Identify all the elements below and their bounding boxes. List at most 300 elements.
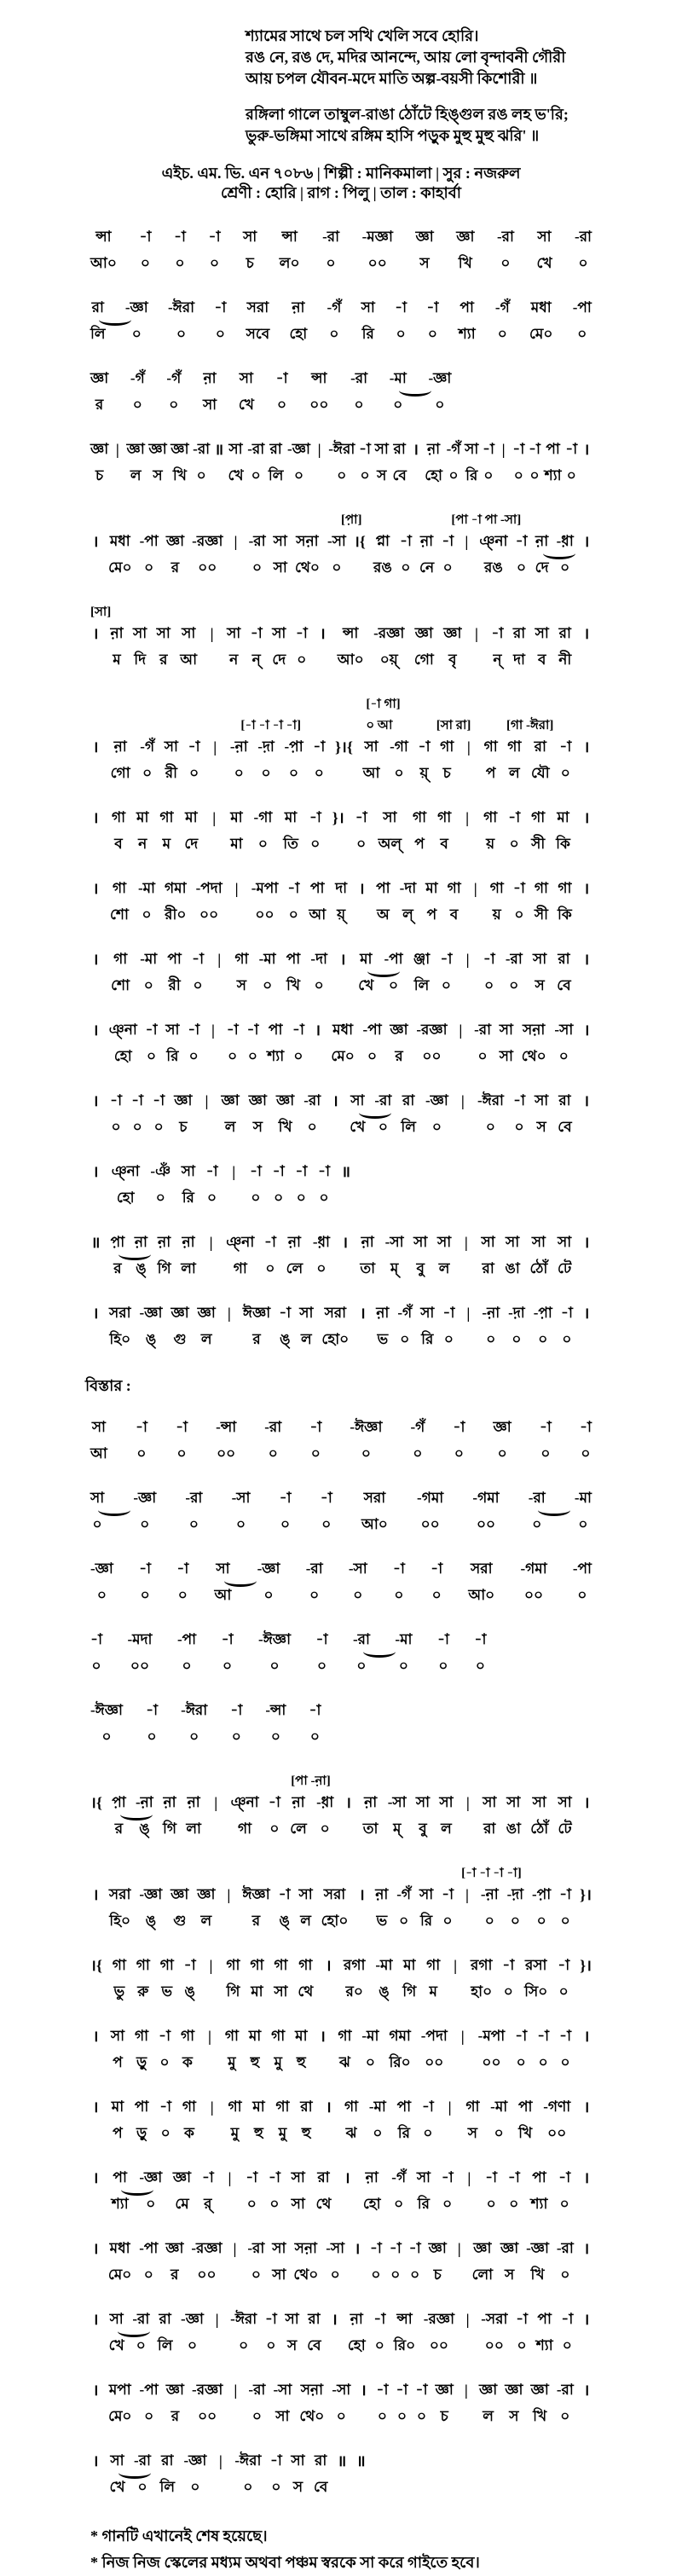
note-cell (558, 1955, 569, 2002)
lyric-token: শ্যা (267, 1048, 285, 1064)
note-token: -া (558, 1957, 570, 1973)
bar-glyph: । (92, 625, 99, 642)
note-cell (181, 1232, 196, 1279)
note-cell (448, 878, 461, 925)
lyric-token: থে০ (293, 2266, 319, 2283)
lyric-token: ০ (293, 1048, 303, 1064)
bar-glyph: | (501, 441, 506, 458)
bar-line (581, 2380, 592, 2427)
note-token: -া (313, 738, 326, 755)
note-cell (531, 808, 545, 854)
note-cell (90, 1488, 104, 1535)
lyric-token: ০ (280, 1516, 291, 1532)
note-token: -া (159, 2028, 171, 2044)
song-line-3: আয় চপল যৌবন-মদে মাতি অল্প-বয়সী কিশোরী ॥ (246, 70, 538, 87)
measure-row (90, 2238, 592, 2285)
note-token: সরা (246, 299, 269, 315)
note-token: -সা (273, 2382, 292, 2398)
note-token: -া (246, 1022, 259, 1038)
note-token: -া (442, 1886, 454, 1902)
note-cell (174, 227, 186, 274)
lyric-token: ০ (131, 326, 142, 342)
lyric-token: ০০ (484, 2337, 504, 2353)
lyric-token: র (114, 1821, 124, 1837)
note-token: -া (559, 738, 572, 755)
note-cell (513, 878, 525, 925)
note-token: -া (565, 441, 578, 457)
notation-system-13 (90, 1161, 351, 1208)
note-token: সরা (471, 1560, 493, 1577)
note-token: -জ্ঞা (124, 299, 148, 315)
note-token: -া (320, 1490, 332, 1506)
bar-line (90, 2168, 101, 2214)
bar-glyph: | (233, 2240, 237, 2257)
lyric-token: হো০ (321, 1331, 350, 1347)
lyric-token: সা (273, 559, 287, 576)
note-cell (227, 623, 240, 670)
lyric-token: খি (530, 2266, 545, 2283)
bar-line (581, 878, 592, 925)
lyric-token: ০ (427, 326, 437, 342)
note-cell (257, 1559, 280, 1606)
lyric-token: মা (230, 836, 243, 852)
note-token: -গঁ (140, 738, 155, 755)
note-cell (273, 2380, 292, 2427)
bar-line (209, 808, 219, 854)
note-token: সা (216, 1560, 230, 1577)
bar-line (90, 1161, 101, 1208)
lyric-token: ০০ (476, 1516, 496, 1532)
note-cell (363, 737, 380, 784)
note-token: -সা (231, 1490, 251, 1506)
measure-row (90, 2097, 592, 2144)
note-cell (394, 2309, 415, 2356)
note-cell (309, 1700, 321, 1747)
lyric-token: রা (483, 1821, 496, 1837)
note-token: পা (532, 2169, 546, 2185)
lyric-token: ০ (188, 1048, 199, 1064)
alt-note-annotation: ০ আ (366, 719, 393, 732)
note-cell (276, 1091, 294, 1137)
note-cell (133, 1488, 156, 1535)
note-cell (274, 531, 287, 578)
bar-line (206, 1955, 217, 2002)
note-cell (395, 1630, 412, 1676)
lyric-token: র (113, 1260, 122, 1276)
bar-line (461, 2380, 471, 2427)
lyric-token: ০ (354, 397, 364, 413)
lyric-token: ০ (160, 2125, 170, 2141)
bar-glyph: । (583, 738, 590, 755)
note-token: মধা (530, 299, 552, 315)
lyric-token: ০ (159, 2054, 170, 2070)
note-token: -গঁ (327, 299, 342, 315)
lyric-token: শ্যা (458, 326, 476, 342)
notation-system-17 (90, 1417, 592, 1464)
note-token: ন়া (365, 2169, 379, 2185)
lyric-token: ০ (96, 1587, 107, 1603)
lyric-token: ০ (257, 836, 268, 852)
lyric-token: লি (90, 326, 106, 342)
lyric-token: ঠোঁ (529, 1260, 548, 1276)
lyric-token: শ্যা (535, 2337, 553, 2353)
lyric-token: হু (250, 2054, 260, 2070)
lyric-token: ০ (132, 397, 142, 413)
bar-glyph: । (92, 533, 99, 550)
bar-line (90, 1091, 101, 1137)
notation-system-24 (90, 1955, 592, 2002)
note-token: -পা (362, 1022, 382, 1038)
bar-line (313, 1020, 323, 1067)
note-token: মা (284, 809, 298, 825)
bar-line (205, 2026, 215, 2073)
lyric-token: ০ (509, 836, 519, 852)
lyric-token: ০ (394, 2196, 404, 2212)
lyric-token: ০ (454, 1445, 464, 1462)
note-cell (139, 2168, 162, 2214)
note-token: সা (90, 1490, 105, 1506)
lyric-token: ০ (517, 559, 527, 576)
measure-row (90, 2026, 592, 2073)
song-line-4: রঙ্গিলা গালে তাম্বুল-রাঙা ঠোঁটে হিঙ্গুল রঙ লহ ভ'রি; (246, 106, 569, 123)
lyric-token: হা০ (471, 1983, 493, 2000)
lyric-token: ০ (140, 1516, 150, 1532)
bar-line (201, 1091, 211, 1137)
lyric-token: হো (347, 2337, 366, 2353)
bar-glyph: । (319, 625, 326, 642)
bar-line (445, 2097, 455, 2144)
bar-line (358, 2380, 368, 2427)
note-cell (216, 1417, 236, 1464)
lyric-token: থে (315, 2196, 332, 2212)
lyric-token: সা (272, 2266, 286, 2283)
note-token: সা (298, 1886, 313, 1902)
note-token: -ঈরা (181, 1702, 208, 1718)
bar-line (356, 1884, 367, 1931)
note-cell (459, 298, 476, 344)
bar-glyph: । (358, 880, 365, 897)
note-token: জ্ঞা (248, 1092, 267, 1109)
bar-line (356, 878, 367, 925)
bar-line (214, 439, 224, 486)
lyric-token: র (251, 1913, 261, 1929)
note-cell (415, 227, 433, 274)
note-cell (409, 2238, 421, 2285)
note-cell (110, 1091, 122, 1137)
note-token: -া (268, 1794, 280, 1810)
note-token: -সা (326, 2240, 345, 2256)
note-cell (269, 439, 284, 486)
lyric-token: ০ (442, 2196, 453, 2212)
lyric-token: রি (166, 1048, 179, 1064)
note-token: -া (221, 1631, 234, 1647)
note-token: -জ্ঞা (183, 2452, 207, 2469)
note-token: -া (145, 1022, 158, 1038)
bar-glyph: | (232, 1163, 236, 1180)
note-cell (335, 878, 347, 925)
note-token: -রা (556, 2382, 574, 2398)
note-cell (226, 1955, 240, 2002)
note-cell (292, 2168, 305, 2214)
note-token: -া (441, 2169, 454, 2185)
note-token: ন়া (187, 1794, 200, 1810)
lyric-token: খে (108, 2337, 124, 2353)
note-cell (375, 1955, 392, 2002)
bar-line (207, 2097, 217, 2144)
lyric-token: থে (298, 1983, 314, 2000)
note-cell (140, 1303, 163, 1350)
note-token: রা (534, 738, 546, 755)
note-token: -া (188, 1022, 200, 1038)
note-token: গা (250, 1957, 264, 1973)
note-token: -জ্ঞা (90, 1560, 113, 1577)
note-token: মা (425, 880, 438, 896)
note-cell (298, 1955, 313, 2002)
lyric-token: ০ (143, 977, 153, 993)
note-token: জ্ঞা (90, 370, 109, 386)
note-token: -া (183, 1957, 196, 1973)
bar-glyph: | (466, 1305, 471, 1322)
lyric-token: ০ (223, 1658, 233, 1674)
lyric-token: দে (184, 836, 199, 852)
note-token: -া (358, 441, 371, 457)
bar-glyph: । (583, 2028, 590, 2045)
note-token: -জ্ঞা (428, 370, 452, 386)
note-token: প়া (110, 1234, 125, 1250)
footnote-1: * গানটি এখানেই শেষ হয়েছে। (90, 2527, 268, 2544)
alt-note-annotation: [-া -া -া -া] (461, 1867, 522, 1880)
note-token: ন়া (203, 370, 217, 386)
note-token: -া (249, 1163, 262, 1179)
note-token: -গঁ (494, 299, 510, 315)
notation-system-15 (90, 1303, 592, 1350)
lyric-token: ০ (517, 2337, 527, 2353)
notation-system-28 (90, 2238, 592, 2285)
bar-line (581, 1232, 592, 1279)
note-token: -া (192, 951, 205, 967)
bar-glyph: | (467, 2169, 471, 2186)
note-cell (90, 439, 108, 486)
lyric-token: ০ (396, 2408, 407, 2424)
note-token: -জ্ঞা (257, 1560, 280, 1577)
bar-glyph: | (234, 880, 239, 897)
bar-glyph: | (465, 809, 470, 826)
note-cell (181, 2026, 194, 2073)
lyric-token: ০ (560, 559, 570, 576)
lyric-token: ০ (577, 1587, 587, 1603)
lyric-token: ঠোঁ (530, 1821, 549, 1837)
note-cell (477, 1091, 504, 1137)
note-cell (246, 1020, 258, 1067)
note-cell (390, 2238, 402, 2285)
lyric-token: ০ (337, 467, 347, 483)
note-token: -া (263, 1234, 276, 1250)
lyric-token: আ (90, 1445, 107, 1462)
note-token: ন়া (134, 1234, 147, 1250)
lyric-token: ০ (398, 1658, 408, 1674)
bar-line (581, 2238, 592, 2285)
note-cell (174, 1091, 192, 1137)
bar-glyph: । (583, 809, 590, 826)
bar-glyph: | (457, 2240, 461, 2257)
note-token: সা (465, 441, 479, 457)
note-token: -া (512, 880, 525, 896)
bar-glyph: | (317, 441, 321, 458)
note-cell (131, 1091, 143, 1137)
bar-glyph: । (583, 1794, 590, 1811)
note-cell (532, 1884, 551, 1931)
note-cell (250, 1161, 262, 1208)
note-token: -ঈরা (168, 299, 195, 315)
note-token: -া (188, 738, 200, 755)
note-cell (286, 1232, 303, 1279)
lyric-token: গো (110, 765, 130, 781)
lyric-token: ভু (113, 1983, 125, 2000)
note-token: গা (440, 738, 454, 755)
note-cell (293, 2238, 318, 2285)
note-token: -গণা (543, 2098, 571, 2115)
note-cell (109, 1303, 131, 1350)
lyric-token: আ০ (361, 1516, 388, 1532)
note-token: ন্সা (311, 370, 327, 386)
note-cell (332, 2380, 350, 2427)
note-cell (167, 949, 181, 996)
note-cell (419, 1884, 433, 1931)
note-cell (139, 1559, 151, 1606)
note-cell (422, 2097, 434, 2144)
note-cell (447, 439, 461, 486)
lyric-token: আ (362, 765, 380, 781)
note-token: সা (420, 1305, 435, 1321)
note-cell (402, 1955, 416, 2002)
note-token: -গা (390, 738, 408, 755)
note-token: ঞ্জা (413, 951, 431, 967)
measure-row (90, 2168, 592, 2214)
note-cell (443, 623, 461, 670)
note-token: গা (112, 1957, 126, 1973)
note-cell (166, 2380, 184, 2427)
note-cell (529, 439, 540, 486)
lyric-token: ০ (578, 1516, 588, 1532)
lyric-token: ০ (132, 1119, 142, 1135)
note-token: ন়া (110, 625, 124, 641)
lyric-token: আ (214, 1587, 232, 1603)
note-cell (295, 1161, 307, 1208)
note-token: -মা (140, 951, 158, 967)
note-token: -সরা (481, 2311, 508, 2327)
note-cell (417, 1488, 443, 1535)
lyric-token: ০য়্ (379, 651, 398, 668)
note-token: -া (214, 299, 227, 315)
note-cell (286, 949, 300, 996)
bar-line (90, 531, 101, 578)
bar-glyph: । (92, 2028, 99, 2045)
note-token: সা (273, 533, 287, 549)
lyric-token: ল০ (279, 255, 300, 271)
note-token: সা (291, 2452, 305, 2469)
note-token: -ঈজ্ঞা (258, 1631, 292, 1647)
lyric-token: আ০ (90, 255, 117, 271)
lyric-token: ০ (558, 1048, 569, 1064)
lyric-token: ০ (509, 977, 519, 993)
note-cell (300, 2097, 312, 2144)
note-cell (287, 439, 310, 486)
alt-note-annotation: [পা -ন়া] (291, 1774, 331, 1788)
note-token: -া (110, 1092, 123, 1109)
measure-row (90, 1792, 592, 1839)
note-token: -া (426, 299, 439, 315)
note-token: মধা (109, 533, 130, 549)
note-token: -া (558, 2169, 571, 2185)
bar-glyph: ॥ (337, 2452, 347, 2469)
note-cell (500, 1020, 513, 1067)
note-cell (524, 1955, 547, 2002)
note-token: ঈজ্ঞা (242, 1886, 270, 1902)
note-cell (272, 2238, 286, 2285)
lyric-token: ০ (336, 2408, 346, 2424)
lyric-token: রী (165, 765, 177, 781)
note-cell (388, 1792, 407, 1839)
note-cell (478, 2026, 506, 2073)
note-cell (230, 808, 242, 854)
note-token: -া (246, 2169, 258, 2185)
note-cell (127, 1630, 152, 1676)
note-token: -সা (332, 2382, 351, 2398)
note-token: রসা (524, 1957, 547, 1973)
note-token: ন়া (535, 533, 549, 549)
lyric-token: ০ (320, 1821, 330, 1837)
note-token: জ্ঞা (172, 2169, 192, 2185)
lyric-token: রা (482, 1260, 494, 1276)
note-cell (313, 1232, 330, 1279)
note-cell (472, 1488, 499, 1535)
lyric-token: ০ (316, 1260, 327, 1276)
bar-line (317, 2026, 327, 2073)
note-token: জ্ঞা (148, 441, 167, 457)
lyric-token: লি (413, 977, 430, 993)
lyric-token: রি (417, 2196, 430, 2212)
lyric-token: ০ (540, 1445, 551, 1462)
note-token: সা (364, 738, 379, 755)
note-token: -রজ্ঞা (373, 625, 405, 641)
note-token: -রা (248, 533, 266, 549)
bar-line (581, 2168, 592, 2214)
measure-row (90, 1417, 592, 1464)
note-cell (183, 2451, 206, 2498)
note-token: -া (396, 2382, 408, 2398)
lyric-token: ০ (175, 255, 185, 271)
lyric-token: ০ (400, 1331, 410, 1347)
lyric-token: মে০ (107, 2266, 132, 2283)
note-token: -দা (310, 951, 327, 967)
note-cell (90, 227, 117, 274)
lyric-token: ০ (365, 2054, 375, 2070)
lyric-token: চ (246, 255, 254, 271)
note-cell (298, 1884, 312, 1931)
note-token: -রজ্ঞা (191, 2240, 223, 2256)
note-cell (136, 1955, 150, 2002)
note-token: গা (111, 809, 126, 825)
note-token: -া (279, 1490, 292, 1506)
note-cell (491, 623, 503, 670)
note-cell (390, 368, 407, 415)
lyric-token: ঝ (345, 2125, 357, 2141)
lyric-token: ০ (215, 326, 225, 342)
song-line-2: রঙ নে, রঙ দে, মদির আনন্দে, আয় লো বৃন্দাবনী গৌরী (246, 49, 566, 66)
lyric-token: হু (301, 2125, 311, 2141)
lyric-token: ০ (441, 977, 451, 993)
lyric-token: ০ (142, 765, 153, 781)
